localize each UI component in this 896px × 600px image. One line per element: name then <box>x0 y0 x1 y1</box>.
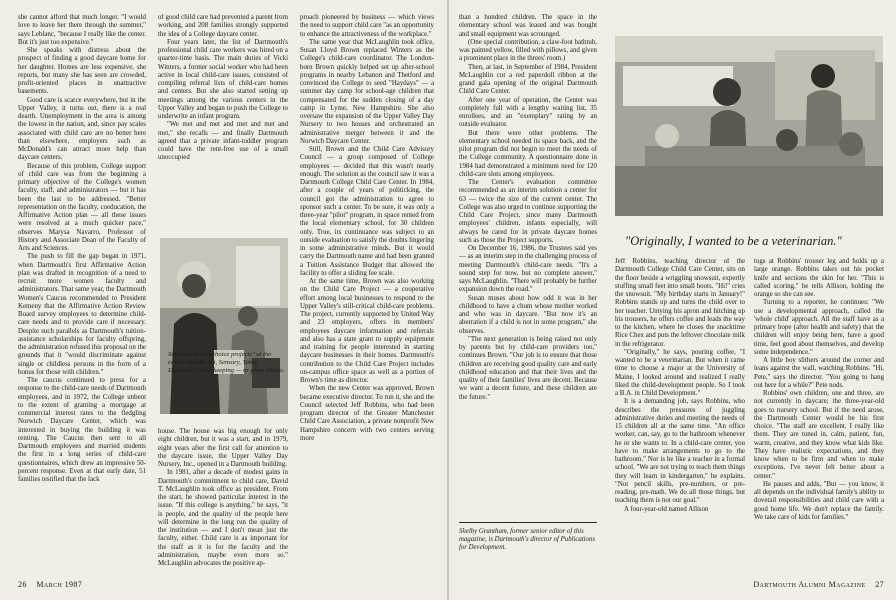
page-number: 26 <box>18 580 27 589</box>
paragraph: On December 16, 1986, the Trustees said yes — as an interim step in the challenging process of meeting Dartmouth's child-care needs. "It's a sound step for now, but no complete answer," says McLaughlin. "There will probably be further expansion down the road." <box>459 245 597 294</box>
page-number: 27 <box>875 580 884 589</box>
paragraph: Jeff Robbins, teaching director of the Dartmouth College Child Care Center, sits on the floor beside a wriggling snowsuit, expertly stuffing small feet into small boots. "Hi!" cries the snowsuit. "My birthday starts in January!" Robbins stands up and turns the child over to her teacher. Untying his apron and hitching up his trousers, he offers coffee and leads the way to the kitchen, where he closes the snacktime Rice Chex and puts the leftover chocolate milk in the refrigerator. <box>615 258 745 348</box>
paragraph: Susan muses about how odd it was in her childhood to have a chum whose mother worked and who was in daycare. "But now it's an aberration if a child is not in some program," she observes. <box>459 294 597 335</box>
paragraph: Still, Brown and the Child Care Advisory Council — a group composed of College employees — decided that this wasn't nearly enough. The solution as the council saw it was a Dartmouth College Child Care Center. In 1984, after a couple of years of politicking, the council got the administration to agree to sponsor such a center. To be sure, it was only a three-year "pilot" program, in space rented from the local elementary school, for 30 children only. True, its continuance was subject to an outside evaluation to satisfy the doubts lingering in some administrative minds. But it would carry the Dartmouth name and had been granted a Tuition Assistance Budget that allowed the facility to offer a sliding fee scale. <box>300 146 434 277</box>
right-column-3 <box>754 258 884 580</box>
paragraph: The caucus continued to press for a response to the child-care needs of Dartmouth employees, and in 1972, the College unbent to the extent of granting a mortgage at commercial interest rates to the fledgling Norwich Daycare Center, which was interested in buying the building it was renting. The Caucus then sent to all Dartmouth employees and married students the first in a long series of child-care questionnaires, which drew an impressive 50-percent response. Even at that early date, 51 families testified that the lack <box>18 377 146 483</box>
paragraph: A little boy slithers around the corner and leans against the wall, watching Robbins. "Hi, Pete," says the director. "You going to hang out here for a while?" Pete nods. <box>754 357 884 389</box>
page-gutter <box>447 0 449 600</box>
paragraph: Turning to a reporter, he continues: "We use a developmental approach, called the 'whole child' approach. All the staff have as a primary hope (after health and safety) that the children will enjoy being here, have a good time, feel good about themselves, and develop some independence." <box>754 299 884 356</box>
paragraph: proach pioneered by business — which views the need to support child care "as an opportunity to enhance the attractiveness of the workplace." <box>300 14 434 38</box>
right-page-folio <box>753 580 884 589</box>
left-column-2-top <box>158 14 288 250</box>
paragraph: A four-year-old named Allison <box>624 505 709 513</box>
paragraph: The push to fill the gap began in 1971, when Dartmouth's first Affirmative Action plan was drafted in recognition of a need to recruit more women faculty and administrators. That same year, the Dartmouth Women's Caucus recommended to President Kemeny that the Affirmative Action Review Board survey employees to determine child-care needs and to provide care if necessary. Despite such parallels as Dartmouth's tuition-assistance scholarships for faculty offspring, the administration refused this proposal on the grounds that it "would discriminate against single or childless persons in the form of a bonus for those with children." <box>18 253 146 376</box>
right-column-2 <box>615 258 745 580</box>
paragraph: Because of this problem, College support of child care was from the beginning a primary objective of the College's women faculty, staff, and administrators — but it has been the last to be addressed. "Better representation on the faculty, coeducation, the Affirmative Action plan — all these issues were resolved at a much quicker pace," observes Marysa Navarro, Professor of History and Associate Dean of the Faculty of Arts and Sciences. <box>18 162 146 252</box>
right-column-1 <box>459 14 597 514</box>
paragraph: tugs at Robbins' trouser leg and holds up a large orange. Robbins takes out his pocket knife and sections the skin for her. "This is called scoring," he tells Allison, holding the orange so she can see. <box>754 258 884 298</box>
paragraph: The same year that McLaughlin took office, Susan Lloyd Brown replaced Winters as the College's child-care coordinator. The London-born Brown quickly helped set up after-school programs in nearby Lebanon and Thetford and convinced the College to seed "Haydays" — a summer day camp for school-age children that compensated for the sudden closing of a day camp in Lyme, New Hampshire. She also oversaw the expansion of the Upper Valley Day Nursery to two houses and orchestrated an administrative merger between it and the Norwich Daycare Center. <box>300 38 434 145</box>
left-column-1 <box>18 14 146 574</box>
paragraph: She speaks with distress about the prospect of finding a good daycare home for her daughter. Homes are less expensive, she reports, but many she has seen are crowded, profit-oriented places in unattractive basements. <box>18 47 146 96</box>
paragraph: house. The house was big enough for only eight children, but it was a start, and in 1979, eight years after the first call for attention to the daycare issue, the Upper Valley Day Nursery, Inc., opened in a Dartmouth building. <box>158 428 288 468</box>
paragraph: But there were other problems. The elementary school needed its space back, and the pilot program did not begin to meet the needs of the College community. A questionnaire done in 1984 had demonstrated a minimum need for 120 child-care slots among employees. <box>459 129 597 178</box>
classroom-photo <box>615 36 883 216</box>
paragraph: At the same time, Brown was also working on the Child Care Project — a cooperative effort among local businesses to respond to the Upper Valley's still-critical child-care problems. The project, currently supported by United Way and 23 employers, offers its members' employees daycare information and referrals and also has a state grant to supply equipment and training for people interested in starting daycare businesses in their homes. Dartmouth's contribution to the Child Care Project includes on-campus office space as well as a portion of Brown's time as director. <box>300 278 434 384</box>
paragraph: He pauses and adds, "But — you know, it all depends on the individual family's ability to dovetail responsibilities and child care with a good home life. We don't replace the family. We take care of kids for families." <box>754 480 884 521</box>
paragraph: "Originally," he says, pouring coffee, "I wanted to be a veterinarian. But when it came time to choose a major at the University of Maine, I looked around and realized I really liked the child-development people. So I took a B.A. in Child Development." <box>615 348 745 397</box>
author-byline: Shelby Grantham, former senior editor of this magazine, is Dartmouth's director of Publications for Development. <box>459 528 596 551</box>
paragraph: In 1981, after a decade of modest gains in Dartmouth's commitment to child care, David T. McLaughlin took office as president. From the start, he showed particular interest in the issue. "If this college is anything," he says, "it is people, and the quality of the people here will determine in the long run the quality of the institution — and I don't mean just the faculty, either. Child care is as important for the staff as it is for the faculty and the administration, maybe even more so." McLaughlin advocates the positive ap- <box>158 469 288 567</box>
classroom-illustration <box>615 36 883 216</box>
paragraph: "We met and met and met and met and met," she recalls — and finally Dartmouth agreed that a private infant-toddler program could have the rent-free use of a small unoccupied <box>158 121 288 162</box>
paragraph: Then, at last, in September of 1984, President McLaughlin cut a red paperdoll ribbon at the grand gala opening of the original Dartmouth Child Care Center. <box>459 63 597 96</box>
pull-quote: "Originally, I wanted to be a veterinarian." <box>625 234 842 248</box>
paragraph: Robbins' own children, one and three, are not currently in daycare; the three-year-old goes to nursery school. But if the need arose, the Dartmouth Center would be his first choice. "The staff are excellent. I really like them. They are tuned in, calm, patient, fun, warm, creative, and they know what kids like. They have realistic expectations, and they know when to be firm and when to make exceptions. I've never felt better about a center." <box>754 390 884 480</box>
children-playing-photo <box>160 238 288 414</box>
paragraph: (One special contribution, a claw-foot bathtub, was painted yellow, filled with pillows, and given a prominent place in the threes' room.) <box>459 38 597 63</box>
byline-rule <box>459 522 597 523</box>
paragraph: than a hundred children. The space in the elementary school was leased and was bought and small equipment was scrounged. <box>459 14 597 38</box>
paragraph: of good child care had prevented a parent from working, and 208 families strongly supported the idea of a College daycare center. <box>158 14 288 38</box>
paragraph: Good care is scarce everywhere, but in the Upper Valley, it turns out, there is a real dearth. Unemployment in the area is among the lowest in the nation, and, since pay scales associated with child care are no better here than elsewhere, employers such as McDonald's can attract more help than daycare centers. <box>18 96 146 162</box>
magazine-name: Dartmouth Alumni Magazine <box>753 580 866 589</box>
left-column-2-bottom <box>158 428 288 578</box>
paragraph: It is a demanding job, says Robbins, who describes the pressures of juggling administrative duties and meeting the needs of 15 children all at the same time. "An office worker, can, say, go to the bathroom whenever he or she wants to. In a child-care center, you have to make arrangements to go to the bathroom." Nor is he like a teacher in a formal school. "We are not trying to teach them things they will learn in kindergarten," he explains. "Not pencil skills, pre-numbers, or pre-reading, pre-math. We do all those things, but teaching them is not our goal." <box>615 398 745 505</box>
children-playing-illustration <box>160 238 288 414</box>
paragraph: Four years later, the list of Dartmouth's professional child care workers was hired on a quarter-time basis. The main duties of Vicki Winters, a former social worker who had been active in local child-care issues, consisted of compiling referral lists of child-care homes and centers. But she also started setting up meetings among the various centers in the Upper Valley and began to push the College to underwrite an infant program. <box>158 38 288 120</box>
paragraph: "The next generation is being raised not only by parents but by child-care providers too," continues Brown. "Our job is to ensure that those children are receiving good quality care and early childhood education and that their lives and the quality of their families' lives are decent. Because we want a decent future, and these children are the future." <box>459 335 597 401</box>
paragraph: The Center's evaluation committee recommended as an interim solution a center for 63 — twice the size of the current center. The College was also urged to continue supporting the Child Care Project, since many Dartmouth employees' children, infants especially, will always be cared for in private daycare homes such as those the Project supports. <box>459 179 597 244</box>
issue-date: March 1987 <box>36 580 83 589</box>
paragraph: After one year of operation, the Center was completely full with a lengthy waiting list, 35 enrollees, and an "exemplary" rating by an outside evaluator. <box>459 96 597 129</box>
paragraph: When the new Center was approved, Brown became executive director. To run it, she and the Council selected Jeff Robbins, who had been program director of the Greater Manchester Child Care Association, a private nonprofit New Hampshire concern with two centers serving more <box>300 385 434 442</box>
left-page-folio <box>18 580 82 589</box>
left-column-3 <box>300 14 434 580</box>
paragraph: she cannot afford that much longer. "I would love to leave her there through the summer," says Leblanc, "because I really like the center. But it's just too expensive." <box>18 14 146 46</box>
photo-caption: Supervised "pre-choice projects" at the center include Art, Sensory, Table, Dramatic, Housekeeping — or plain blocks. <box>168 351 285 374</box>
